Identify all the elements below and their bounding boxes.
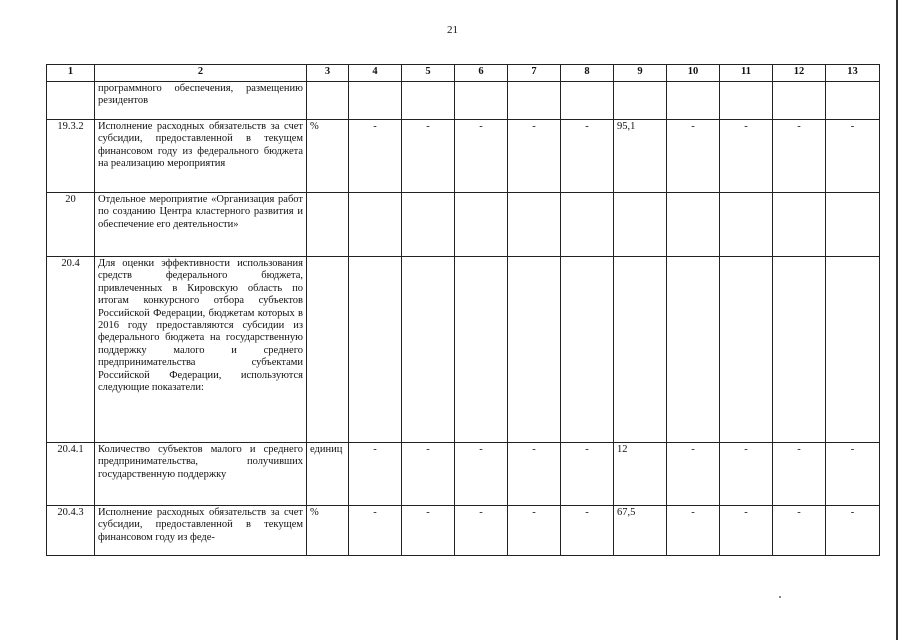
value-cell <box>402 82 455 120</box>
value-cell <box>667 257 720 443</box>
value-cell <box>402 193 455 257</box>
table-row <box>47 257 880 443</box>
column-header: 7 <box>508 65 561 82</box>
row-number-cell: 20 <box>47 193 95 257</box>
value-cell: - <box>826 120 880 193</box>
column-header: 13 <box>826 65 880 82</box>
column-header: 6 <box>455 65 508 82</box>
value-cell <box>614 257 667 443</box>
indicators-table <box>46 64 880 556</box>
value-cell: - <box>402 443 455 506</box>
value-cell <box>826 257 880 443</box>
table-row <box>47 193 880 257</box>
value-cell <box>349 257 402 443</box>
unit-cell <box>307 257 349 443</box>
value-cell: - <box>667 443 720 506</box>
value-cell <box>773 257 826 443</box>
value-cell <box>720 257 773 443</box>
value-cell: - <box>402 506 455 556</box>
value-cell <box>614 82 667 120</box>
value-cell <box>455 82 508 120</box>
table-row <box>47 82 880 120</box>
value-cell <box>455 193 508 257</box>
value-cell: - <box>455 120 508 193</box>
indicator-name-cell: Для оценки эффективности использования средств федерального бюджета, привлеченных в Кировскую область по итогам конкурсного отбора субъектов Российской Федерации, бюджетам которых в 2016 году предоставляются субсидии из федерального бюджета на государственную поддержку малого и среднего предпринимательства субъектами Российской Федерации, используются следующие показатели: <box>95 257 307 443</box>
value-cell <box>561 82 614 120</box>
unit-cell: единиц <box>307 443 349 506</box>
value-cell <box>720 193 773 257</box>
indicator-name-cell: Исполнение расходных обязательств за счет субсидии, предоставленной в текущем финансовом году из феде- <box>95 506 307 556</box>
value-cell <box>773 193 826 257</box>
row-number-cell: 20.4.1 <box>47 443 95 506</box>
value-cell: 95,1 <box>614 120 667 193</box>
value-cell: 67,5 <box>614 506 667 556</box>
value-cell: - <box>508 120 561 193</box>
scan-speck <box>779 596 781 598</box>
table-row <box>47 443 880 506</box>
table-row <box>47 120 880 193</box>
value-cell: - <box>349 120 402 193</box>
value-cell <box>508 193 561 257</box>
column-header: 12 <box>773 65 826 82</box>
value-cell: - <box>349 443 402 506</box>
value-cell: - <box>773 506 826 556</box>
value-cell <box>614 193 667 257</box>
value-cell: - <box>561 506 614 556</box>
value-cell: - <box>826 506 880 556</box>
value-cell: 12 <box>614 443 667 506</box>
column-header: 2 <box>95 65 307 82</box>
page-number: 21 <box>447 24 458 36</box>
value-cell: - <box>773 443 826 506</box>
table-row <box>47 506 880 556</box>
column-header: 10 <box>667 65 720 82</box>
page-edge-line <box>896 0 898 640</box>
value-cell <box>667 193 720 257</box>
row-number-cell: 20.4 <box>47 257 95 443</box>
value-cell: - <box>508 443 561 506</box>
column-header: 9 <box>614 65 667 82</box>
value-cell: - <box>720 443 773 506</box>
value-cell: - <box>508 506 561 556</box>
indicator-name-cell: программного обеспечения, размещению резидентов <box>95 82 307 120</box>
value-cell <box>349 82 402 120</box>
column-header: 5 <box>402 65 455 82</box>
value-cell <box>508 257 561 443</box>
column-header: 8 <box>561 65 614 82</box>
value-cell: - <box>349 506 402 556</box>
row-number-cell: 19.3.2 <box>47 120 95 193</box>
value-cell <box>667 82 720 120</box>
unit-cell <box>307 193 349 257</box>
value-cell <box>349 193 402 257</box>
indicator-name-cell: Отдельное мероприятие «Организация работ по созданию Центра кластерного развития и обеспечение его деятельности» <box>95 193 307 257</box>
header-row <box>47 65 880 82</box>
unit-cell <box>307 82 349 120</box>
value-cell <box>561 257 614 443</box>
row-number-cell: 20.4.3 <box>47 506 95 556</box>
column-header: 3 <box>307 65 349 82</box>
row-number-cell <box>47 82 95 120</box>
indicator-name-cell: Количество субъектов малого и среднего предпринимательства, получивших государственную поддержку <box>95 443 307 506</box>
column-header: 11 <box>720 65 773 82</box>
indicator-name-cell: Исполнение расходных обязательств за счет субсидии, предоставленной в текущем финансовом году из федерального бюджета на реализацию мероприятия <box>95 120 307 193</box>
value-cell <box>508 82 561 120</box>
value-cell: - <box>667 120 720 193</box>
value-cell: - <box>720 120 773 193</box>
unit-cell: % <box>307 120 349 193</box>
column-header: 4 <box>349 65 402 82</box>
unit-cell: % <box>307 506 349 556</box>
value-cell <box>561 193 614 257</box>
column-header: 1 <box>47 65 95 82</box>
value-cell: - <box>667 506 720 556</box>
value-cell: - <box>455 506 508 556</box>
value-cell: - <box>561 443 614 506</box>
value-cell: - <box>720 506 773 556</box>
value-cell <box>826 82 880 120</box>
value-cell <box>455 257 508 443</box>
value-cell <box>402 257 455 443</box>
value-cell <box>826 193 880 257</box>
value-cell: - <box>402 120 455 193</box>
value-cell: - <box>561 120 614 193</box>
value-cell <box>720 82 773 120</box>
value-cell: - <box>773 120 826 193</box>
value-cell: - <box>455 443 508 506</box>
value-cell <box>773 82 826 120</box>
value-cell: - <box>826 443 880 506</box>
